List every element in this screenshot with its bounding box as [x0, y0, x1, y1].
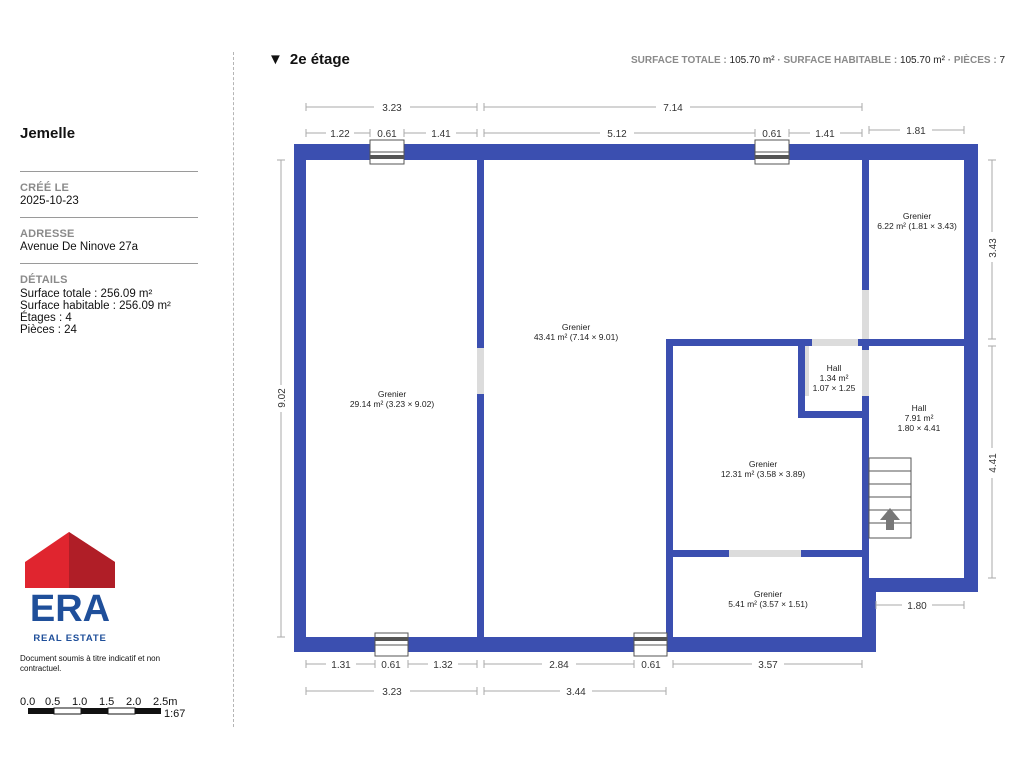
dim-label: 0.61 — [377, 129, 397, 140]
dim-label: 1.80 — [907, 601, 927, 612]
scale-label: 1.5 — [99, 696, 115, 708]
room-name: Grenier — [561, 322, 591, 332]
room-dims: 1.80 × 4.41 — [897, 423, 941, 433]
dim-label: 1.22 — [330, 129, 350, 140]
window — [375, 633, 408, 656]
scale-label: 2.5m — [153, 696, 178, 708]
dim-label: 0.61 — [641, 660, 661, 671]
window — [370, 140, 404, 164]
disclaimer: Document soumis à titre indicatif et non contractuel. — [20, 654, 161, 673]
scale-label: 0.5 — [45, 696, 61, 708]
dim-label: 3.23 — [382, 687, 402, 698]
room-area: 12.31 m² (3.58 × 3.89) — [720, 469, 806, 479]
room-name: Hall — [826, 363, 842, 373]
address-label: ADRESSE — [20, 228, 75, 240]
dim-label: 3.57 — [758, 660, 778, 671]
dim-label: 1.32 — [433, 660, 453, 671]
room-area: 6.22 m² (1.81 × 3.43) — [877, 221, 957, 231]
collapse-triangle-icon[interactable]: ▼ — [268, 51, 283, 68]
room-name: Grenier — [748, 459, 778, 469]
dim-label: 0.61 — [381, 660, 401, 671]
room-area: 29.14 m² (3.23 × 9.02) — [349, 399, 435, 409]
dim-label: 3.43 — [988, 238, 999, 258]
details-label: DÉTAILS — [20, 274, 68, 286]
created-label: CRÉÉ LE — [20, 182, 70, 194]
dim-label: 1.81 — [906, 126, 926, 137]
scale-label: 1.0 — [72, 696, 88, 708]
dim-label: 3.23 — [382, 103, 402, 114]
room-area: 5.41 m² (3.57 × 1.51) — [728, 599, 808, 609]
scale-label: 0.0 — [20, 696, 36, 708]
stair-direction-arrow-icon — [880, 508, 900, 530]
property-name: Jemelle — [20, 125, 76, 142]
room-name: Grenier — [753, 589, 783, 599]
dim-label: 1.41 — [431, 129, 451, 140]
dim-label: 5.12 — [607, 129, 627, 140]
room-dims: 1.07 × 1.25 — [812, 383, 856, 393]
logo-subtext: REAL ESTATE — [33, 633, 107, 644]
address-value: Avenue De Ninove 27a — [20, 241, 139, 253]
room-area: 1.34 m² — [819, 373, 849, 383]
dim-label: 9.02 — [277, 388, 288, 408]
room-name: Grenier — [377, 389, 407, 399]
detail-total-surface: Surface totale : 256.09 m² — [20, 288, 153, 300]
detail-rooms: Pièces : 24 — [20, 324, 77, 336]
window — [755, 140, 789, 164]
room-name: Grenier — [902, 211, 932, 221]
room-area: 43.41 m² (7.14 × 9.01) — [533, 332, 619, 342]
window — [634, 633, 667, 656]
dim-label: 2.84 — [549, 660, 569, 671]
dim-label: 3.44 — [566, 687, 586, 698]
detail-habitable-surface: Surface habitable : 256.09 m² — [20, 300, 171, 312]
dim-label: 1.41 — [815, 129, 835, 140]
scale-label: 2.0 — [126, 696, 142, 708]
floor-title-text: 2e étage — [289, 51, 350, 68]
detail-floors: Étages : 4 — [20, 312, 72, 324]
created-value: 2025-10-23 — [20, 195, 79, 207]
room-area: 7.91 m² — [904, 413, 934, 423]
logo-text: ERA — [29, 588, 111, 630]
dim-label: 7.14 — [663, 103, 683, 114]
dim-label: 4.41 — [988, 453, 999, 473]
room-name: Hall — [911, 403, 927, 413]
dim-label: 0.61 — [762, 129, 782, 140]
floor-summary: SURFACE TOTALE : 105.70 m² · SURFACE HABITABLE : 105.70 m² · PIÈCES : 7 — [631, 55, 1005, 66]
scale-ratio: 1:67 — [164, 708, 186, 720]
dim-label: 1.31 — [331, 660, 351, 671]
windows — [370, 140, 789, 656]
